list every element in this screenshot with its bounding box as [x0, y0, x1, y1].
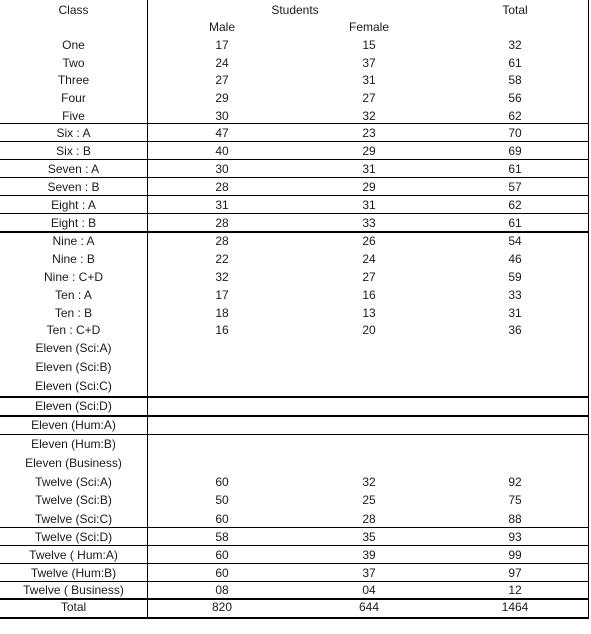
row-male: 30 [215, 109, 229, 123]
row-male [150, 435, 294, 453]
row-class: Ten : C+D [46, 323, 101, 337]
row-male [150, 454, 294, 472]
row-class: Nine : C+D [43, 270, 104, 284]
row-male [150, 339, 294, 357]
row-male: 60 [215, 566, 229, 580]
row-male: 31 [215, 198, 229, 212]
row-male: 29 [215, 91, 229, 105]
row-class: Two [62, 56, 85, 70]
row-male: 27 [215, 73, 229, 87]
row-female: 28 [362, 512, 376, 526]
row-total: 69 [508, 144, 522, 158]
footer-female: 644 [358, 600, 380, 614]
row-class: Nine : A [52, 234, 95, 248]
row-divider [0, 141, 588, 142]
row-total: 88 [508, 512, 522, 526]
row-total: 62 [508, 198, 522, 212]
row-male [150, 377, 294, 395]
row-class: Seven : B [47, 180, 100, 194]
row-class: Eight : A [51, 198, 96, 212]
row-male: 60 [215, 512, 229, 526]
row-total [442, 416, 588, 434]
header-total: Total [502, 3, 528, 17]
row-total: 57 [508, 180, 522, 194]
row-class: Six : A [56, 126, 91, 140]
row-total: 61 [508, 56, 522, 70]
row-divider [0, 195, 588, 196]
row-class: Three [57, 73, 90, 87]
row-total: 59 [508, 270, 522, 284]
row-class: Eleven (Business) [25, 456, 122, 470]
row-male [150, 397, 294, 415]
row-male: 40 [215, 144, 229, 158]
row-male: 50 [215, 493, 229, 507]
row-female: 25 [362, 493, 376, 507]
row-female: 27 [362, 270, 376, 284]
row-female [296, 339, 442, 357]
row-class: Twelve (Sci:B) [35, 493, 112, 507]
row-class: Ten : B [54, 306, 93, 320]
header-students: Students [271, 3, 319, 17]
row-male: 22 [215, 252, 229, 266]
row-female: 32 [362, 109, 376, 123]
row-total: 32 [508, 38, 522, 52]
row-female: 37 [362, 566, 376, 580]
row-male: 32 [215, 270, 229, 284]
row-female: 31 [362, 162, 376, 176]
row-total: 36 [508, 323, 522, 337]
row-total: 93 [508, 530, 522, 544]
row-male: 47 [215, 126, 229, 140]
row-total: 97 [508, 566, 522, 580]
row-female: 26 [362, 234, 376, 248]
row-male: 16 [215, 323, 229, 337]
row-class: Seven : A [47, 162, 100, 176]
footer-male: 820 [211, 600, 233, 614]
row-total: 61 [508, 216, 522, 230]
row-total: 54 [508, 234, 522, 248]
row-female [296, 397, 442, 415]
row-class: Six : B [56, 144, 91, 158]
row-divider [0, 434, 588, 435]
header-class: Class [58, 3, 89, 17]
row-total: 99 [508, 548, 522, 562]
row-total: 33 [508, 288, 522, 302]
row-class: Twelve ( Hum:A) [29, 548, 118, 562]
row-class: Eleven (Sci:B) [35, 360, 112, 374]
column-divider [588, 0, 589, 619]
row-female: 15 [362, 38, 376, 52]
row-total: 31 [508, 306, 522, 320]
row-female: 29 [362, 180, 376, 194]
row-female: 04 [362, 583, 376, 597]
row-divider [0, 231, 588, 233]
row-female: 39 [362, 548, 376, 562]
row-total [442, 435, 588, 453]
row-female: 31 [362, 198, 376, 212]
row-total: 70 [508, 126, 522, 140]
row-class: Ten : A [55, 288, 92, 302]
row-female [296, 454, 442, 472]
row-male: 60 [215, 475, 229, 489]
row-male: 28 [215, 216, 229, 230]
row-male: 08 [215, 583, 229, 597]
header-male: Male [208, 20, 235, 34]
row-total: 46 [508, 252, 522, 266]
row-male: 28 [215, 234, 229, 248]
header-female: Female [348, 20, 389, 34]
row-class: Eleven (Sci:A) [35, 341, 112, 355]
row-total [442, 377, 588, 395]
row-male [150, 416, 294, 434]
row-female: 35 [362, 530, 376, 544]
row-divider [0, 213, 588, 214]
row-class: Twelve ( Business) [23, 583, 124, 597]
row-total [442, 397, 588, 415]
row-male: 17 [215, 288, 229, 302]
row-male: 60 [215, 548, 229, 562]
row-female: 13 [362, 306, 376, 320]
row-divider [0, 563, 588, 564]
row-female: 16 [362, 288, 376, 302]
row-class: Twelve (Sci:A) [35, 475, 112, 489]
row-class: Twelve (Sci:D) [34, 530, 113, 544]
row-total [442, 454, 588, 472]
row-divider [0, 159, 588, 160]
row-female: 23 [362, 126, 376, 140]
row-total: 92 [508, 475, 522, 489]
row-divider [0, 598, 588, 600]
row-female [296, 377, 442, 395]
row-female: 29 [362, 144, 376, 158]
row-female [296, 435, 442, 453]
row-male: 58 [215, 530, 229, 544]
row-divider [0, 581, 588, 582]
row-female: 33 [362, 216, 376, 230]
row-male: 28 [215, 180, 229, 194]
row-total: 56 [508, 91, 522, 105]
row-class: Eleven (Sci:D) [35, 399, 112, 413]
row-divider [0, 527, 588, 528]
row-total: 12 [508, 583, 522, 597]
row-class: Twelve (Hum:B) [30, 566, 117, 580]
row-female: 32 [362, 475, 376, 489]
footer-class: Total [60, 600, 87, 614]
row-male: 18 [215, 306, 229, 320]
row-total: 75 [508, 493, 522, 507]
row-class: Nine : B [52, 252, 95, 266]
row-class: Eleven (Hum:B) [31, 437, 116, 451]
row-class: Four [61, 91, 86, 105]
row-female: 27 [362, 91, 376, 105]
row-male: 30 [215, 162, 229, 176]
row-divider [0, 396, 588, 398]
row-female: 31 [362, 73, 376, 87]
row-female [296, 358, 442, 376]
row-class: Twelve (Sci:C) [34, 512, 113, 526]
row-female [296, 416, 442, 434]
row-divider [0, 545, 588, 546]
row-class: Eleven (Sci:C) [35, 379, 112, 393]
row-class: Five [62, 109, 85, 123]
row-female: 37 [362, 56, 376, 70]
row-female: 20 [362, 323, 376, 337]
row-total: 62 [508, 109, 522, 123]
footer-total: 1464 [501, 600, 529, 614]
row-total [442, 339, 588, 357]
row-class: One [62, 38, 85, 52]
row-divider [0, 617, 588, 619]
row-class: Eight : B [50, 216, 97, 230]
row-divider [0, 123, 588, 124]
row-total [442, 358, 588, 376]
row-female: 24 [362, 252, 376, 266]
row-class: Eleven (Hum:A) [31, 418, 116, 432]
row-total: 61 [508, 162, 522, 176]
row-male: 24 [215, 56, 229, 70]
row-divider [0, 177, 588, 178]
row-male: 17 [215, 38, 229, 52]
row-total: 58 [508, 73, 522, 87]
row-divider [0, 415, 588, 417]
row-male [150, 358, 294, 376]
